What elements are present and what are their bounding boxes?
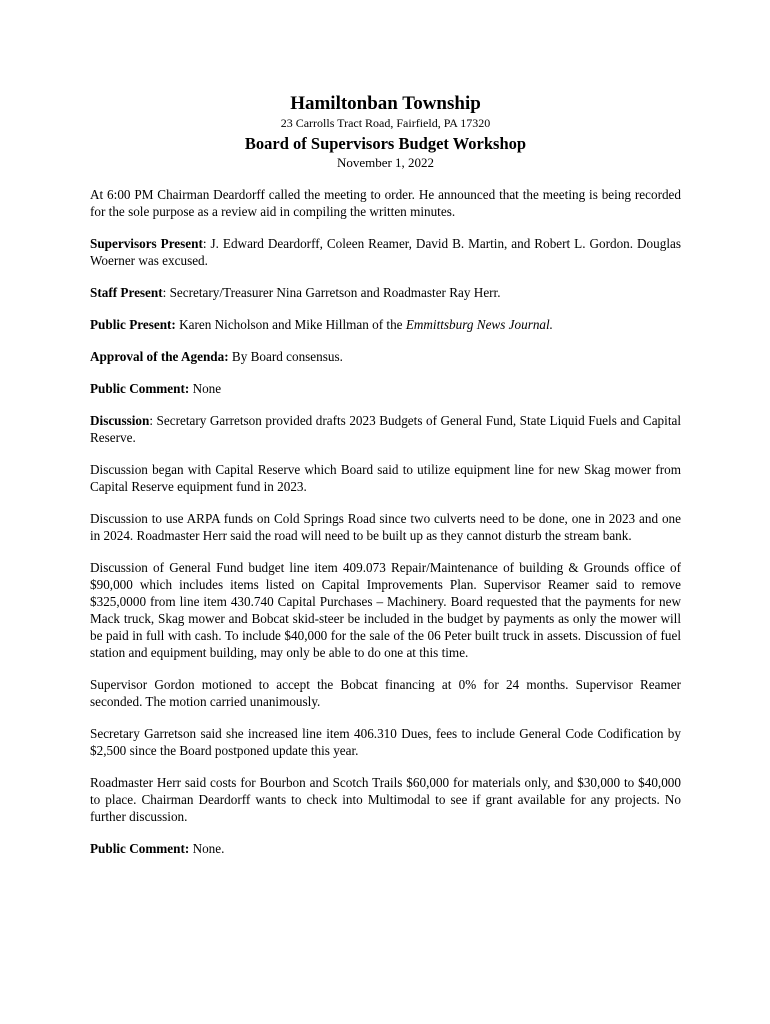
staff-present-label: Staff Present (90, 285, 163, 300)
trails-costs-paragraph: Roadmaster Herr said costs for Bourbon and Scotch Trails $60,000 for materials only, and $30,000 to $40,000 to place. Chairman Deardorff wants to check into Multimodal to see if grant available for any projects. No further discussion. (90, 775, 681, 824)
supervisors-present-paragraph (90, 235, 681, 269)
supervisors-present-label: Supervisors Present (90, 236, 203, 251)
general-fund-paragraph: Discussion of General Fund budget line item 409.073 Repair/Maintenance of building & Grounds office of $90,000 which includes items listed on Capital Improvements Plan. Supervisor Reamer said to remove $325,0000 from line item 430.740 Capital Purchases – Machinery. Board requested that the payments for new Mack truck, Skag mower and Bobcat skid-steer be included in the budget by payments as only the mower will be paid in full with cash. To include $40,000 for the sale of the 06 Peter built truck in assets. Discussion of fuel station and equipment building, may only be able to do one at this time. (90, 560, 681, 660)
bobcat-motion-paragraph: Supervisor Gordon motioned to accept the Bobcat financing at 0% for 24 months. Supervisor Reamer seconded. The motion carried unanimously. (90, 677, 681, 709)
staff-present-paragraph (90, 284, 681, 301)
staff-present-text: : Secretary/Treasurer Nina Garretson and Roadmaster Ray Herr. (162, 285, 501, 300)
agenda-approval-paragraph (90, 348, 681, 365)
public-comment-text: None (189, 381, 222, 396)
township-title: Hamiltonban Township (290, 93, 481, 114)
public-present-label: Public Present: (90, 317, 176, 332)
closing-public-comment-paragraph (90, 840, 681, 857)
discussion-paragraph (90, 412, 681, 446)
closing-public-comment-text: None. (189, 841, 225, 856)
public-present-text: Karen Nicholson and Mike Hillman of the (175, 317, 406, 332)
capital-reserve-paragraph: Discussion began with Capital Reserve which Board said to utilize equipment line for new Skag mower from Capital Reserve equipment fund in 2023. (90, 462, 681, 494)
dues-fees-paragraph: Secretary Garretson said she increased line item 406.310 Dues, fees to include General Code Codification by $2,500 since the Board postponed update this year. (90, 726, 681, 758)
call-to-order-paragraph: At 6:00 PM Chairman Deardorff called the meeting to order. He announced that the meeting is being recorded for the sole purpose as a review aid in compiling the written minutes. (90, 187, 681, 219)
public-comment-label: Public Comment: (90, 381, 190, 396)
meeting-title: Board of Supervisors Budget Workshop (244, 134, 527, 153)
closing-public-comment-label: Public Comment: (90, 841, 190, 856)
discussion-text: : Secretary Garretson provided drafts 2023 Budgets of General Fund, State Liquid Fuels and Capital Reserve. (90, 413, 681, 445)
agenda-approval-label: Approval of the Agenda: (90, 349, 229, 364)
newspaper-name: Emmittsburg News Journal. (405, 317, 553, 332)
meeting-date: November 1, 2022 (336, 155, 435, 170)
arpa-funds-paragraph: Discussion to use ARPA funds on Cold Springs Road since two culverts need to be done, one in 2023 and one in 2024. Roadmaster Herr said the road will need to be built up as they cannot disturb the stream bank. (90, 511, 681, 543)
discussion-label: Discussion (90, 413, 150, 428)
agenda-approval-text: By Board consensus. (228, 349, 343, 364)
minutes-document (90, 92, 681, 857)
supervisors-present-text: : J. Edward Deardorff, Coleen Reamer, David B. Martin, and Robert L. Gordon. Douglas Woerner was excused. (90, 236, 681, 268)
public-present-paragraph (90, 316, 681, 333)
township-address: 23 Carrolls Tract Road, Fairfield, PA 17320 (280, 116, 491, 130)
public-comment-paragraph (90, 380, 681, 397)
